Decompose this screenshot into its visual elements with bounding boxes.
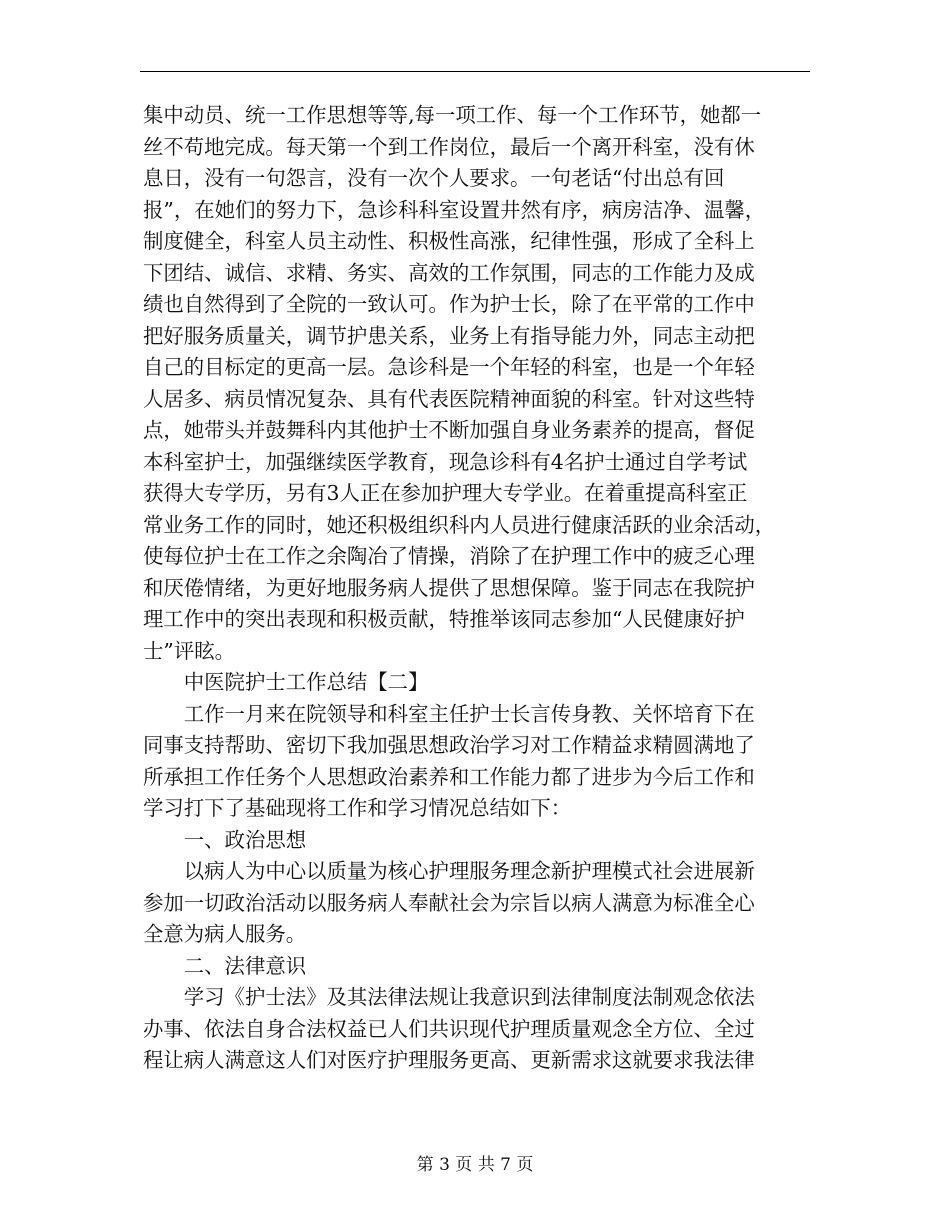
text-line: 士”评眩。 (143, 638, 235, 663)
text-line: 全意为病人服务。 (143, 922, 307, 946)
text-line: 报”，在她们的努力下，急诊科科室设置井然有序，病房洁净、温馨， (143, 197, 766, 222)
page-footer: 第 3 页 共 7 页 (416, 1155, 534, 1175)
text-line: 自己的目标定的更高一层。急诊科是一个年轻的科室，也是一个年轻 (143, 355, 755, 379)
text-line: 工作一月来在院领导和科室主任护士长言传身教、关怀培育下在 (143, 701, 755, 726)
text-line: 理工作中的突出表现和积极贡献，特推举该同志参加“人民健康好护 (143, 607, 745, 631)
text-line: 办事、依法自身合法权益已人们共识现代护理质量观念全方位、全过 (143, 1016, 755, 1041)
text-line: 下团结、诚信、求精、务实、高效的工作氛围，同志的工作能力及成 (143, 260, 755, 285)
text-line: 丝不苟地完成。每天第一个到工作岗位，最后一个离开科室，没有休 (143, 134, 755, 159)
text-line: 参加一切政治活动以服务病人奉献社会为宗旨以病人满意为标准全心 (143, 890, 755, 915)
text-line: 集中动员、统一工作思想等等,每一项工作、每一个工作环节，她都一 (143, 103, 762, 127)
text-line: 以病人为中心以质量为核心护理服务理念新护理模式社会进展新 (143, 859, 755, 883)
header-rule (140, 71, 810, 72)
text-line: 程让病人满意这人们对医疗护理服务更高、更新需求这就要求我法律 (143, 1048, 755, 1072)
text-line: 二、法律意识 (143, 953, 307, 978)
text-line: 点，她带头并鼓舞科内其他护士不断加强自身业务素养的提高，督促 (143, 418, 755, 442)
document-body (143, 100, 815, 1077)
text-line: 同事支持帮助、密切下我加强思想政治学习对工作精益求精圆满地了 (143, 733, 755, 757)
text-line: 和厌倦情绪，为更好地服务病人提供了思想保障。鉴于同志在我院护 (143, 575, 755, 600)
text-line: 本科室护士，加强继续医学教育，现急诊科有4名护士通过自学考试 (143, 449, 748, 474)
text-line: 学习《护士法》及其法律法规让我意识到法律制度法制观念依法 (143, 985, 755, 1009)
text-line: 学习打下了基础现将工作和学习情况总结如下： (143, 796, 572, 820)
text-line: 息日，没有一句怨言，没有一次个人要求。一句老话“付出总有回 (143, 166, 725, 190)
text-line: 制度健全，科室人员主动性、积极性高涨，纪律性强，形成了全科上 (143, 229, 755, 253)
text-line: 获得大专学历，另有3人正在参加护理大专学业。在着重提高科室正 (143, 481, 748, 505)
text-line: 使每位护士在工作之余陶冶了情操，消除了在护理工作中的疲乏心理 (143, 544, 755, 568)
text-line: 中医院护士工作总结【二】 (143, 670, 429, 694)
text-line: 所承担工作任务个人思想政治素养和工作能力都了进步为今后工作和 (143, 764, 755, 789)
text-line: 一、政治思想 (143, 827, 307, 852)
text-line: 绩也自然得到了全院的一致认可。作为护士长，除了在平常的工作中 (143, 292, 755, 316)
text-line: 人居多、病员情况复杂、具有代表医院精神面貌的科室。针对这些特 (143, 386, 755, 411)
text-line: 常业务工作的同时，她还积极组织科内人员进行健康活跃的业余活动， (143, 512, 776, 537)
text-line: 把好服务质量关，调节护患关系，业务上有指导能力外，同志主动把 (143, 323, 755, 348)
